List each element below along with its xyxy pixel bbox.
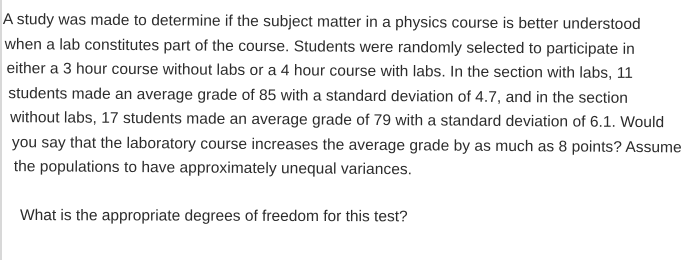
problem-line-6: you say that the laboratory course increases the average grade by as much as 8 points? Assume: [11, 133, 682, 156]
problem-line-2: when a lab constitutes part of the course. Students were randomly selected to participate in: [4, 35, 635, 58]
question-text: What is the appropriate degrees of freedom for this test?: [19, 206, 408, 226]
problem-line-4: students made an average grade of 85 with a standard deviation of 4.7, and in the section: [8, 84, 629, 107]
problem-statement: [0, 8, 700, 185]
problem-line-7: the populations to have approximately unequal variances.: [13, 158, 413, 179]
problem-line-5: without labs, 17 students made an average grade of 79 with a standard deviation of 6.1. Would: [10, 109, 665, 132]
problem-line-1: A study was made to determine if the subject matter in a physics course is better understood: [2, 11, 641, 34]
problem-line-3: either a 3 hour course without labs or a 4 hour course with labs. In the section with labs, 11: [6, 60, 634, 82]
